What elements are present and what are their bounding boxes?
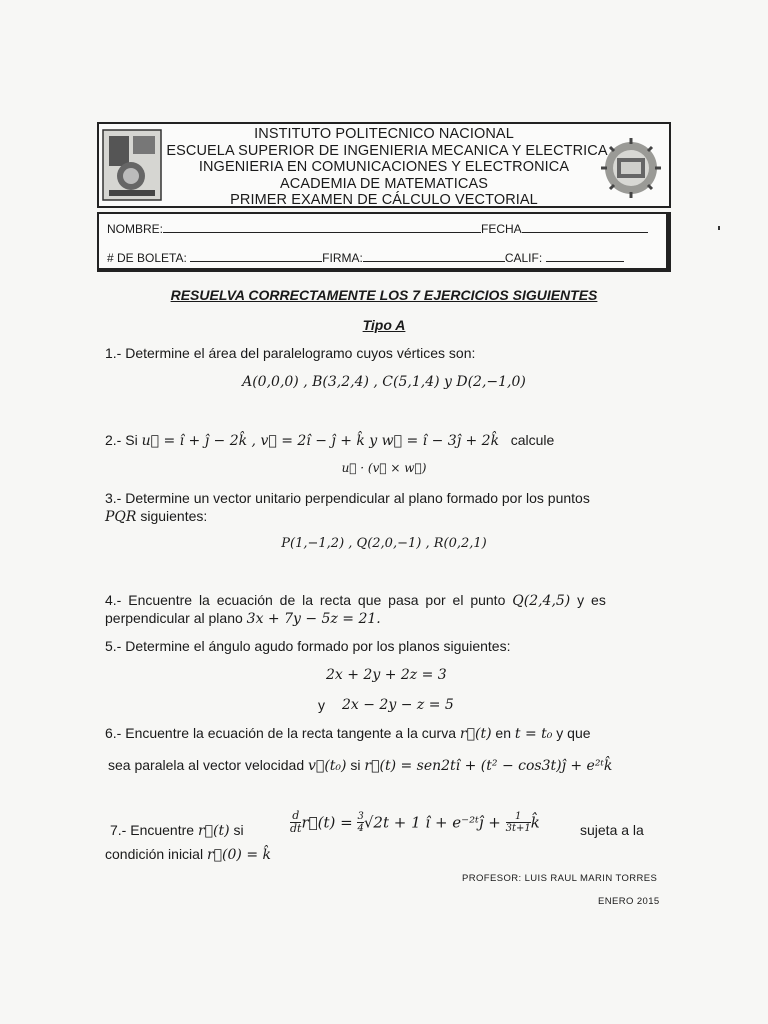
question-7-text: 7.- Encuentre xyxy=(110,822,198,838)
question-7-rest: √2t + 1 î + e⁻²ᵗĵ + xyxy=(363,813,506,832)
student-info-box xyxy=(97,212,671,272)
question-1-text: 1.- Determine el área del paralelogramo cuyos vértices son: xyxy=(105,345,476,361)
question-6-curve: r⃗(t) = sen2tî + (t² − cos3t)ĵ + e²ᵗk̂ xyxy=(364,758,613,774)
frac-4: 4 xyxy=(357,823,364,834)
header-text xyxy=(99,126,669,209)
question-3-line2 xyxy=(105,508,207,525)
frac-1: 1 xyxy=(506,811,531,823)
question-4-text-b: y es xyxy=(570,592,606,608)
info-row-name xyxy=(107,222,658,236)
question-6-text-d: sea paralela al vector velocidad xyxy=(108,757,309,773)
program-name: INGENIERIA EN COMUNICACIONES Y ELECTRONICA xyxy=(198,159,570,175)
exam-title: PRIMER EXAMEN DE CÁLCULO VECTORIAL xyxy=(230,192,538,208)
calif-label: CALIF: xyxy=(504,251,543,265)
frac-1-3t1 xyxy=(506,811,531,834)
question-7-line1 xyxy=(110,822,244,839)
question-4-line1 xyxy=(105,592,606,609)
question-4-text: 4.- Encuentre la ecuación de la recta que pasa por el punto xyxy=(105,592,513,608)
exam-header xyxy=(97,122,671,208)
question-1-vertices: A(0,0,0) , B(3,2,4) , C(5,1,4) y D(2,−1,0) xyxy=(242,374,526,390)
firma-label: FIRMA: xyxy=(322,251,363,265)
professor-name: PROFESOR: LUIS RAUL MARIN TORRES xyxy=(462,873,658,884)
question-6-t0: t = t₀ xyxy=(514,726,553,742)
academy-name: ACADEMIA DE MATEMATICAS xyxy=(279,175,488,192)
frac-dt: dt xyxy=(290,822,302,835)
question-7-si: si xyxy=(229,822,244,838)
exam-date: ENERO 2015 xyxy=(598,896,660,907)
instructions: RESUELVA CORRECTAMENTE LOS 7 EJERCICIOS SIGUIENTES xyxy=(170,287,598,303)
frac-ddt xyxy=(290,810,301,835)
frac-d: d xyxy=(290,810,301,823)
boleta-field[interactable] xyxy=(190,251,322,262)
institution-name: INSTITUTO POLITECNICO NACIONAL xyxy=(254,126,514,142)
question-3-points: P(1,−1,2) , Q(2,0,−1) , R(0,2,1) xyxy=(281,536,487,551)
scan-mark xyxy=(718,226,720,230)
question-3-pqr: PQR xyxy=(105,509,137,525)
question-7-derivative xyxy=(290,810,540,835)
frac-3t1: 3t+1 xyxy=(505,823,531,834)
question-7-condition: r⃗(0) = k̂ xyxy=(206,847,271,863)
question-6-si: si xyxy=(346,757,365,773)
question-5-plane-1: 2x + 2y + 2z = 3 xyxy=(326,667,447,683)
firma-field[interactable] xyxy=(363,251,505,262)
question-2-prefix: 2.- Si xyxy=(105,432,142,448)
calif-field[interactable] xyxy=(546,251,624,262)
school-name: ESCUELA SUPERIOR DE INGENIERIA MECANICA Y ELECTRICA xyxy=(166,142,608,159)
question-7-khat: k̂ xyxy=(530,813,540,832)
question-6-rt: r⃗(t) xyxy=(459,726,492,742)
nombre-label: NOMBRE: xyxy=(107,222,164,236)
question-7-line2 xyxy=(105,846,271,863)
question-7-suffix: sujeta a la xyxy=(580,822,644,838)
question-4-point: Q(2,4,5) xyxy=(512,593,571,609)
fecha-label: FECHA xyxy=(481,222,522,236)
exam-type: Tipo A xyxy=(362,317,406,333)
question-2-vectors: u⃗ = î + ĵ − 2k̂ , v⃗ = 2î − ĵ + k̂ y w⃗ = î − 3ĵ + 2k̂ xyxy=(141,433,500,449)
question-2-suffix: calcule xyxy=(510,432,555,448)
boleta-label: # DE BOLETA: xyxy=(107,251,187,265)
question-4-plane: 3x + 7y − 5z = 21. xyxy=(246,611,381,627)
frac-3: 3 xyxy=(357,811,364,822)
question-3-text: 3.- Determine un vector unitario perpendicular al plano formado por los puntos xyxy=(105,490,590,506)
question-6-text: 6.- Encuentre la ecuación de la recta tangente a la curva xyxy=(105,725,460,741)
question-6-line2 xyxy=(108,757,612,774)
question-5-plane-2: 2x − 2y − z = 5 xyxy=(342,697,454,713)
question-2 xyxy=(105,432,554,449)
question-3-siguientes: siguientes: xyxy=(136,508,208,524)
question-4-line2 xyxy=(105,610,381,627)
fecha-field[interactable] xyxy=(522,222,648,233)
info-row-boleta xyxy=(107,251,658,265)
question-4-text-c: perpendicular al plano xyxy=(105,610,247,626)
question-6-line1 xyxy=(105,725,591,742)
question-7-eq: r⃗(t) = xyxy=(301,813,358,832)
question-5-and: y xyxy=(318,697,325,713)
question-6-yque: y que xyxy=(552,725,591,741)
question-6-en: en xyxy=(491,725,515,741)
question-6-velocity: v⃗(t₀) xyxy=(308,758,347,774)
nombre-field[interactable] xyxy=(163,222,481,233)
question-7-rt: r⃗(t) xyxy=(197,823,230,839)
question-2-expression: u⃗ · (v⃗ × w⃗) xyxy=(341,461,427,475)
question-7-text-b: condición inicial xyxy=(105,846,207,862)
question-5-text: 5.- Determine el ángulo agudo formado por los planos siguientes: xyxy=(105,638,511,654)
